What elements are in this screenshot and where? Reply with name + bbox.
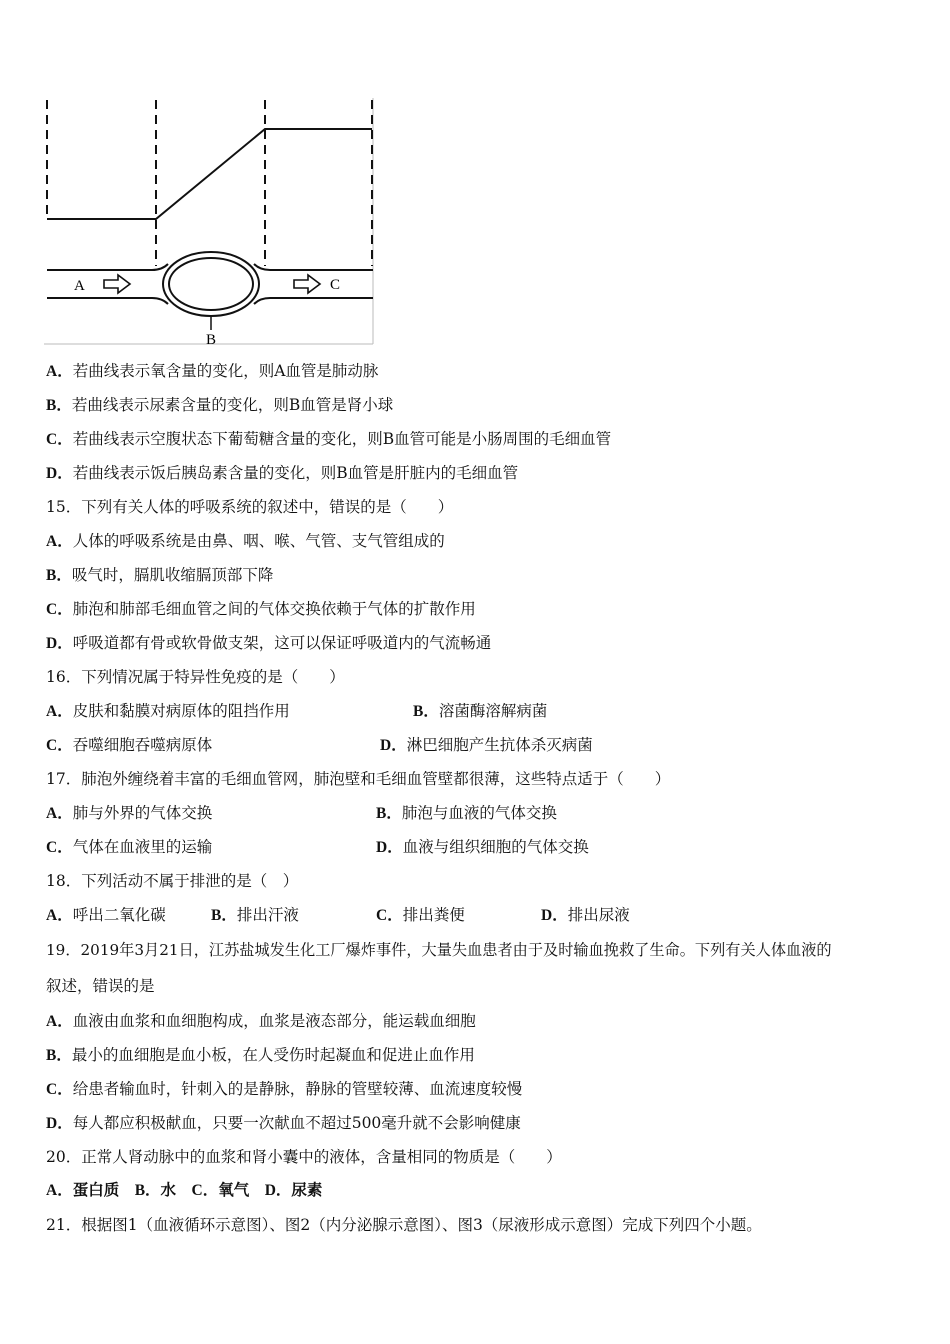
q15-option-b: B．吸气时，膈肌收缩膈顶部下降 xyxy=(46,566,274,584)
vessel-label-a: A xyxy=(74,278,85,294)
q14-option-a: A．若曲线表示氧含量的变化，则A血管是肺动脉 xyxy=(46,362,379,380)
q17-option-c: C．气体在血液里的运输 xyxy=(46,838,213,856)
q14-option-b: B．若曲线表示尿素含量的变化，则B血管是肾小球 xyxy=(46,396,394,414)
blood-vessel-curve-figure xyxy=(44,98,376,346)
q15-option-a: A．人体的呼吸系统是由鼻、咽、喉、气管、支气管组成的 xyxy=(46,532,445,550)
q21-stem: 21．根据图1（血液循环示意图）、图2（内分泌腺示意图）、图3（尿液形成示意图）完成下列四个小题。 xyxy=(46,1216,762,1234)
flow-arrow-right xyxy=(294,275,320,293)
q17-option-a: A．肺与外界的气体交换 xyxy=(46,804,213,822)
content-curve xyxy=(47,129,372,219)
q17-option-b: B．肺泡与血液的气体交换 xyxy=(376,804,557,822)
q19-option-b: B．最小的血细胞是血小板，在人受伤时起凝血和促进止血作用 xyxy=(46,1046,475,1064)
q19-option-a: A．血液由血浆和血细胞构成，血浆是液态部分，能运载血细胞 xyxy=(46,1012,476,1030)
q20-options: A．蛋白质 B．水 C．氧气 D．尿素 xyxy=(46,1182,323,1199)
curve-diagram xyxy=(44,98,376,346)
flow-arrow-left xyxy=(104,275,130,293)
q15-option-c: C．肺泡和肺部毛细血管之间的气体交换依赖于气体的扩散作用 xyxy=(46,600,476,618)
q16-option-d: D．淋巴细胞产生抗体杀灭病菌 xyxy=(380,736,593,754)
q15-option-d: D．呼吸道都有骨或软骨做支架，这可以保证呼吸道内的气流畅通 xyxy=(46,634,492,652)
q14-option-d: D．若曲线表示饭后胰岛素含量的变化，则B血管是肝脏内的毛细血管 xyxy=(46,464,519,482)
q19-option-d: D．每人都应积极献血，只要一次献血不超过500毫升就不会影响健康 xyxy=(46,1114,521,1132)
q18-option-c: C．排出粪便 xyxy=(376,906,465,924)
q19-stem-line2: 叙述，错误的是 xyxy=(46,977,155,995)
vessel-top-wall xyxy=(47,264,373,270)
vessel-label-b: B xyxy=(206,332,217,346)
q14-option-c: C．若曲线表示空腹状态下葡萄糖含量的变化，则B血管可能是小肠周围的毛细血管 xyxy=(46,430,612,448)
q20-stem: 20．正常人肾动脉中的血浆和肾小囊中的液体，含量相同的物质是（ ） xyxy=(46,1148,562,1166)
q18-option-a: A．呼出二氧化碳 xyxy=(46,906,166,924)
q16-option-c: C．吞噬细胞吞噬病原体 xyxy=(46,736,213,754)
q18-option-b: B．排出汗液 xyxy=(211,906,299,924)
q17-option-d: D．血液与组织细胞的气体交换 xyxy=(376,838,589,856)
capillary-inner xyxy=(169,258,253,310)
q17-stem: 17．肺泡外缠绕着丰富的毛细血管网，肺泡壁和毛细血管壁都很薄，这些特点适于（ ） xyxy=(46,770,671,788)
capillary-outer xyxy=(163,252,259,316)
vessel-bottom-wall xyxy=(47,298,373,304)
q19-stem-line1: 19．2019年3月21日，江苏盐城发生化工厂爆炸事件，大量失血患者由于及时输血挽救了生命。下列有关人体血液的 xyxy=(46,941,832,959)
q16-option-b: B．溶菌酶溶解病菌 xyxy=(413,702,548,720)
q19-option-c: C．给患者输血时，针刺入的是静脉，静脉的管壁较薄、血流速度较慢 xyxy=(46,1080,523,1098)
q15-stem: 15．下列有关人体的呼吸系统的叙述中，错误的是（ ） xyxy=(46,498,454,516)
q18-stem: 18．下列活动不属于排泄的是（ ） xyxy=(46,872,299,890)
q18-option-d: D．排出尿液 xyxy=(541,906,630,924)
q16-stem: 16．下列情况属于特异性免疫的是（ ） xyxy=(46,668,345,686)
q16-option-a: A．皮肤和黏膜对病原体的阻挡作用 xyxy=(46,702,290,720)
vessel-label-c: C xyxy=(330,277,341,293)
